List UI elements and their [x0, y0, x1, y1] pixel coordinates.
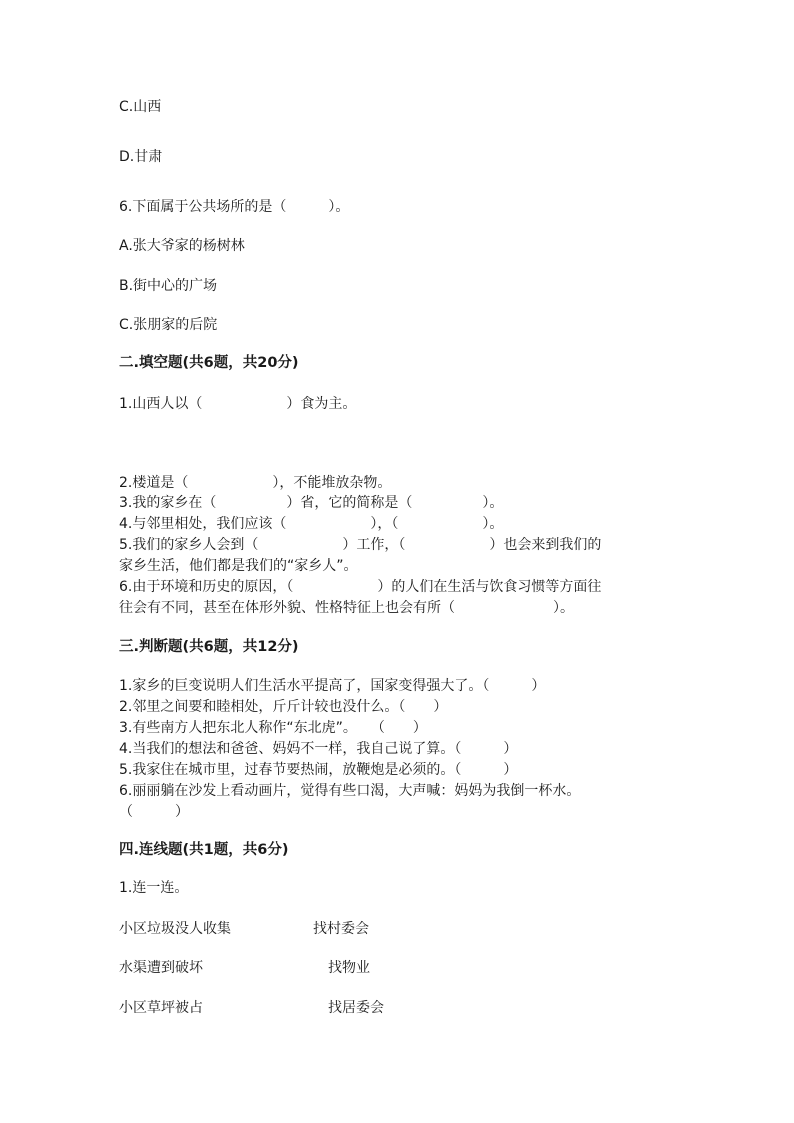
match-right-item: 找物业 — [328, 960, 370, 976]
fill-item: 3.我的家乡在（ ）省，它的简称是（ ）。 — [119, 495, 504, 511]
judge-item: 6.丽丽躺在沙发上看动画片，觉得有些口渴，大声喊：妈妈为我倒一杯水。 — [119, 783, 581, 799]
match-left-item: 小区垃圾没人收集 — [119, 921, 231, 937]
match-right-item: 找居委会 — [328, 1000, 384, 1016]
match-left-item: 水渠遭到破坏 — [119, 960, 203, 976]
section-heading: 四.连线题(共1题，共6分) — [119, 842, 289, 858]
judge-item: 4.当我们的想法和爸爸、妈妈不一样，我自己说了算。（ ） — [119, 741, 518, 757]
fill-item: 往会有不同，甚至在体形外貌、性格特征上也会有所（ ）。 — [119, 600, 574, 616]
judge-item: 1.家乡的巨变说明人们生活水平提高了，国家变得强大了。（ ） — [119, 678, 546, 694]
match-question: 1.连一连。 — [119, 880, 189, 896]
option-b: B.街中心的广场 — [119, 278, 218, 294]
section-heading: 二.填空题(共6题，共20分) — [119, 355, 299, 371]
section-heading: 三.判断题(共6题，共12分) — [119, 639, 299, 655]
judge-item: 5.我家住在城市里，过春节要热闹，放鞭炮是必须的。（ ） — [119, 762, 518, 778]
match-left-item: 小区草坪被占 — [119, 1000, 203, 1016]
fill-item: 5.我们的家乡人会到（ ）工作，（ ）也会来到我们的 — [119, 537, 602, 553]
fill-item: 2.楼道是（ ），不能堆放杂物。 — [119, 475, 392, 491]
fill-item: 4.与邻里相处，我们应该（ ），（ ）。 — [119, 516, 504, 532]
option-a: A.张大爷家的杨树林 — [119, 238, 245, 254]
fill-item: 家乡生活，他们都是我们的“家乡人”。 — [119, 558, 358, 574]
match-right-item: 找村委会 — [313, 921, 369, 937]
fill-item: 1.山西人以（ ）食为主。 — [119, 396, 357, 412]
option-c: C.山西 — [119, 99, 162, 115]
fill-item: 6.由于环境和历史的原因，（ ）的人们在生活与饮食习惯等方面往 — [119, 579, 602, 595]
option-d: D.甘肃 — [119, 149, 163, 165]
judge-item: 2.邻里之间要和睦相处，斤斤计较也没什么。（ ） — [119, 699, 448, 715]
judge-item: （ ） — [119, 804, 189, 820]
option-c: C.张朋家的后院 — [119, 317, 218, 333]
judge-item: 3.有些南方人把东北人称作“东北虎”。 （ ） — [119, 720, 427, 736]
question-stem: 6.下面属于公共场所的是（ ）。 — [119, 199, 350, 215]
